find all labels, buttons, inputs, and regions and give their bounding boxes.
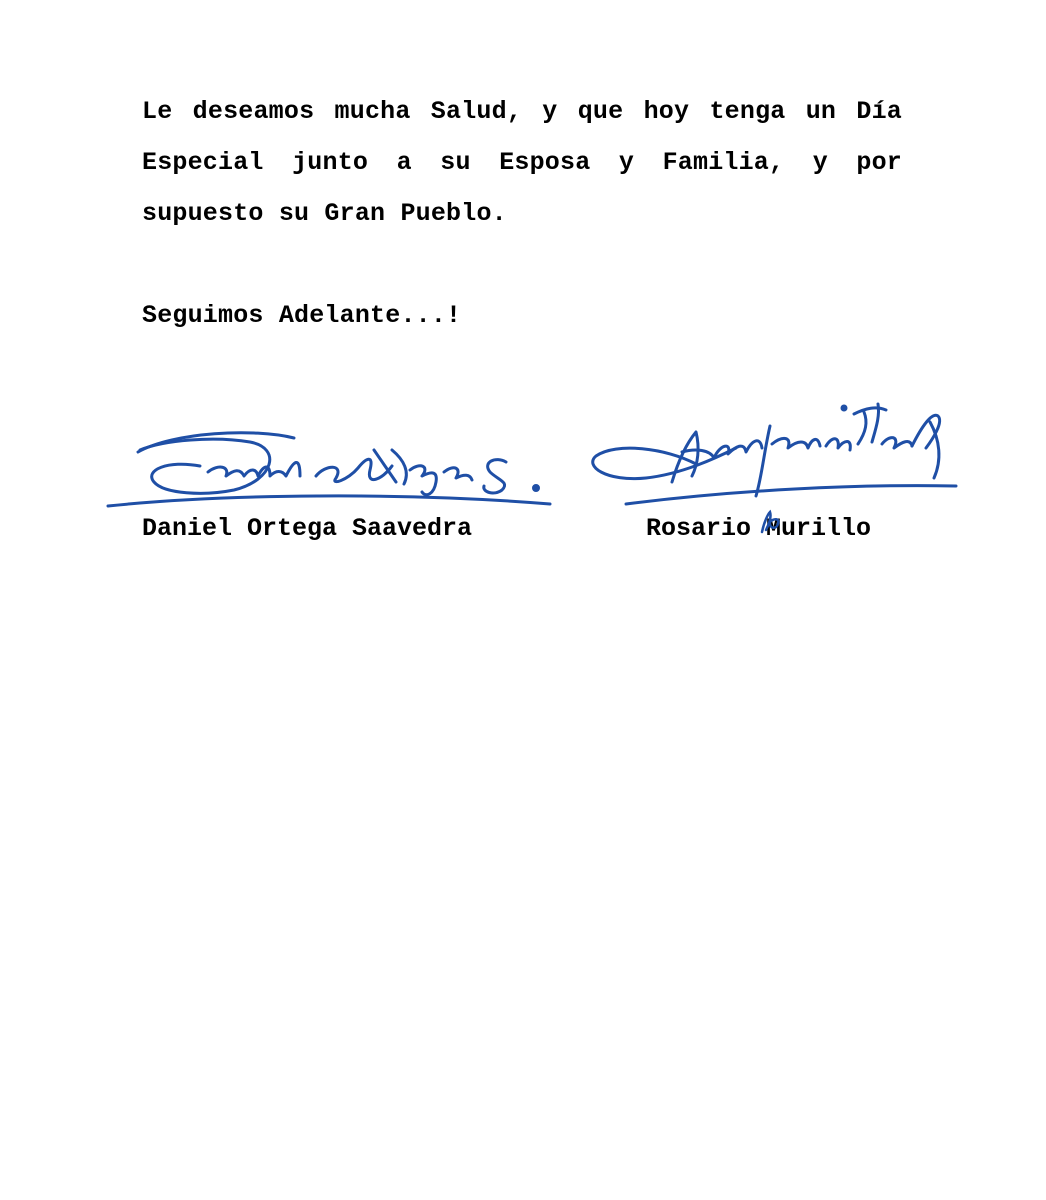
signer-name-rosario: Rosario Murillo <box>646 514 872 543</box>
letter-paragraph-greeting: Le deseamos mucha Salud, y que hoy tenga un Día Especial junto a su Esposa y Familia, y por supuesto su Gran Pueblo. <box>142 97 902 228</box>
signature-rosario-murillo <box>586 392 966 522</box>
ink-mark <box>756 508 784 536</box>
letter-paragraph-closing: Seguimos Adelante...! <box>142 301 462 330</box>
signer-name-daniel: Daniel Ortega Saavedra <box>142 514 473 543</box>
signature-daniel-ortega <box>104 420 560 516</box>
